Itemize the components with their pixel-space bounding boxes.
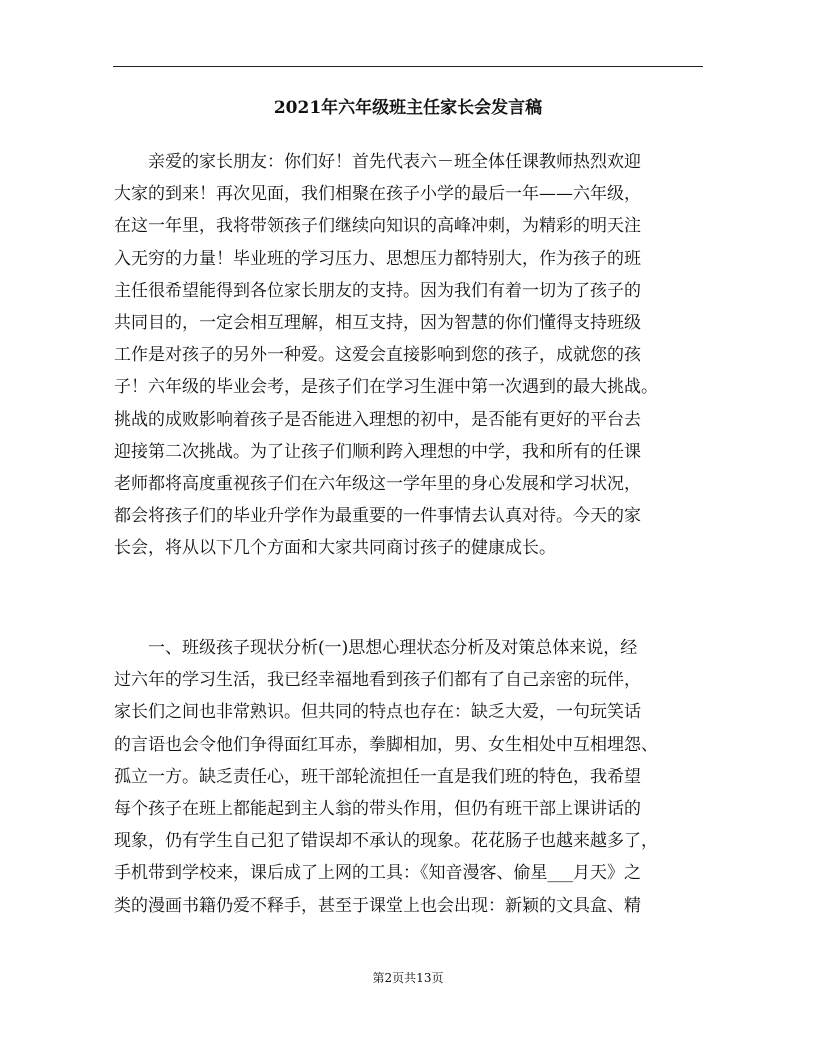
text-line: 主任很希望能得到各位家长朋友的支持。因为我们有着一切为了孩子的 — [114, 280, 641, 301]
text-line: 手机带到学校来，课后成了上网的工具：《知音漫客、偷星___月天》之 — [114, 863, 641, 884]
paragraph-2 — [114, 632, 708, 922]
text-line: 迎接第二次挑战。为了让孩子们顺利跨入理想的中学，我和所有的任课 — [114, 441, 641, 462]
text-line: 的言语也会令他们争得面红耳赤，拳脚相加，男、女生相处中互相埋怨、 — [114, 734, 658, 755]
text-line: 入无穷的力量！毕业班的学习压力、思想压力都特别大，作为孩子的班 — [114, 248, 641, 269]
text-line: 长会，将从以下几个方面和大家共同商讨孩子的健康成长。 — [114, 538, 556, 559]
text-line: 一、班级孩子现状分析(一)思想心理状态分析及对策总体来说，经 — [114, 638, 638, 658]
text-line: 类的漫画书籍仍爱不释手，甚至于课堂上也会出现：新颖的文具盒、精 — [114, 895, 641, 916]
text-line: 挑战的成败影响着孩子是否能进入理想的初中，是否能有更好的平台去 — [114, 409, 641, 430]
text-line: 工作是对孩子的另外一种爱。这爱会直接影响到您的孩子，成就您的孩 — [114, 345, 641, 366]
text-line: 子！六年级的毕业会考，是孩子们在学习生涯中第一次遇到的最大挑战。 — [114, 377, 658, 398]
text-line: 在这一年里，我将带领孩子们继续向知识的高峰冲刺，为精彩的明天注 — [114, 216, 641, 237]
paragraph-1 — [114, 146, 708, 565]
header-rule — [113, 66, 703, 67]
text-line: 家长们之间也非常熟识。但共同的特点也存在：缺乏大爱，一句玩笑话 — [114, 702, 641, 723]
text-line: 现象，仍有学生自己犯了错误却不承认的现象。花花肠子也越来越多了， — [114, 831, 658, 852]
text-line: 过六年的学习生活，我已经幸福地看到孩子们都有了自己亲密的玩伴， — [114, 670, 641, 691]
text-line: 都会将孩子们的毕业升学作为最重要的一件事情去认真对待。今天的家 — [114, 506, 641, 527]
text-line: 亲爱的家长朋友：你们好！首先代表六－班全体任课教师热烈欢迎 — [114, 152, 641, 172]
text-line: 孤立一方。缺乏责任心，班干部轮流担任一直是我们班的特色，我希望 — [114, 766, 641, 787]
text-line: 大家的到来！再次见面，我们相聚在孩子小学的最后一年——六年级， — [114, 184, 641, 205]
text-line: 共同目的，一定会相互理解，相互支持，因为智慧的你们懂得支持班级 — [114, 313, 641, 334]
text-line: 老师都将高度重视孩子们在六年级这一学年里的身心发展和学习状况， — [114, 474, 641, 495]
document-title: 2021年六年级班主任家长会发言稿 — [273, 98, 543, 118]
page-number: 第2页共13页 — [372, 971, 444, 985]
text-line: 每个孩子在班上都能起到主人翁的带头作用，但仍有班干部上课讲话的 — [114, 799, 641, 820]
